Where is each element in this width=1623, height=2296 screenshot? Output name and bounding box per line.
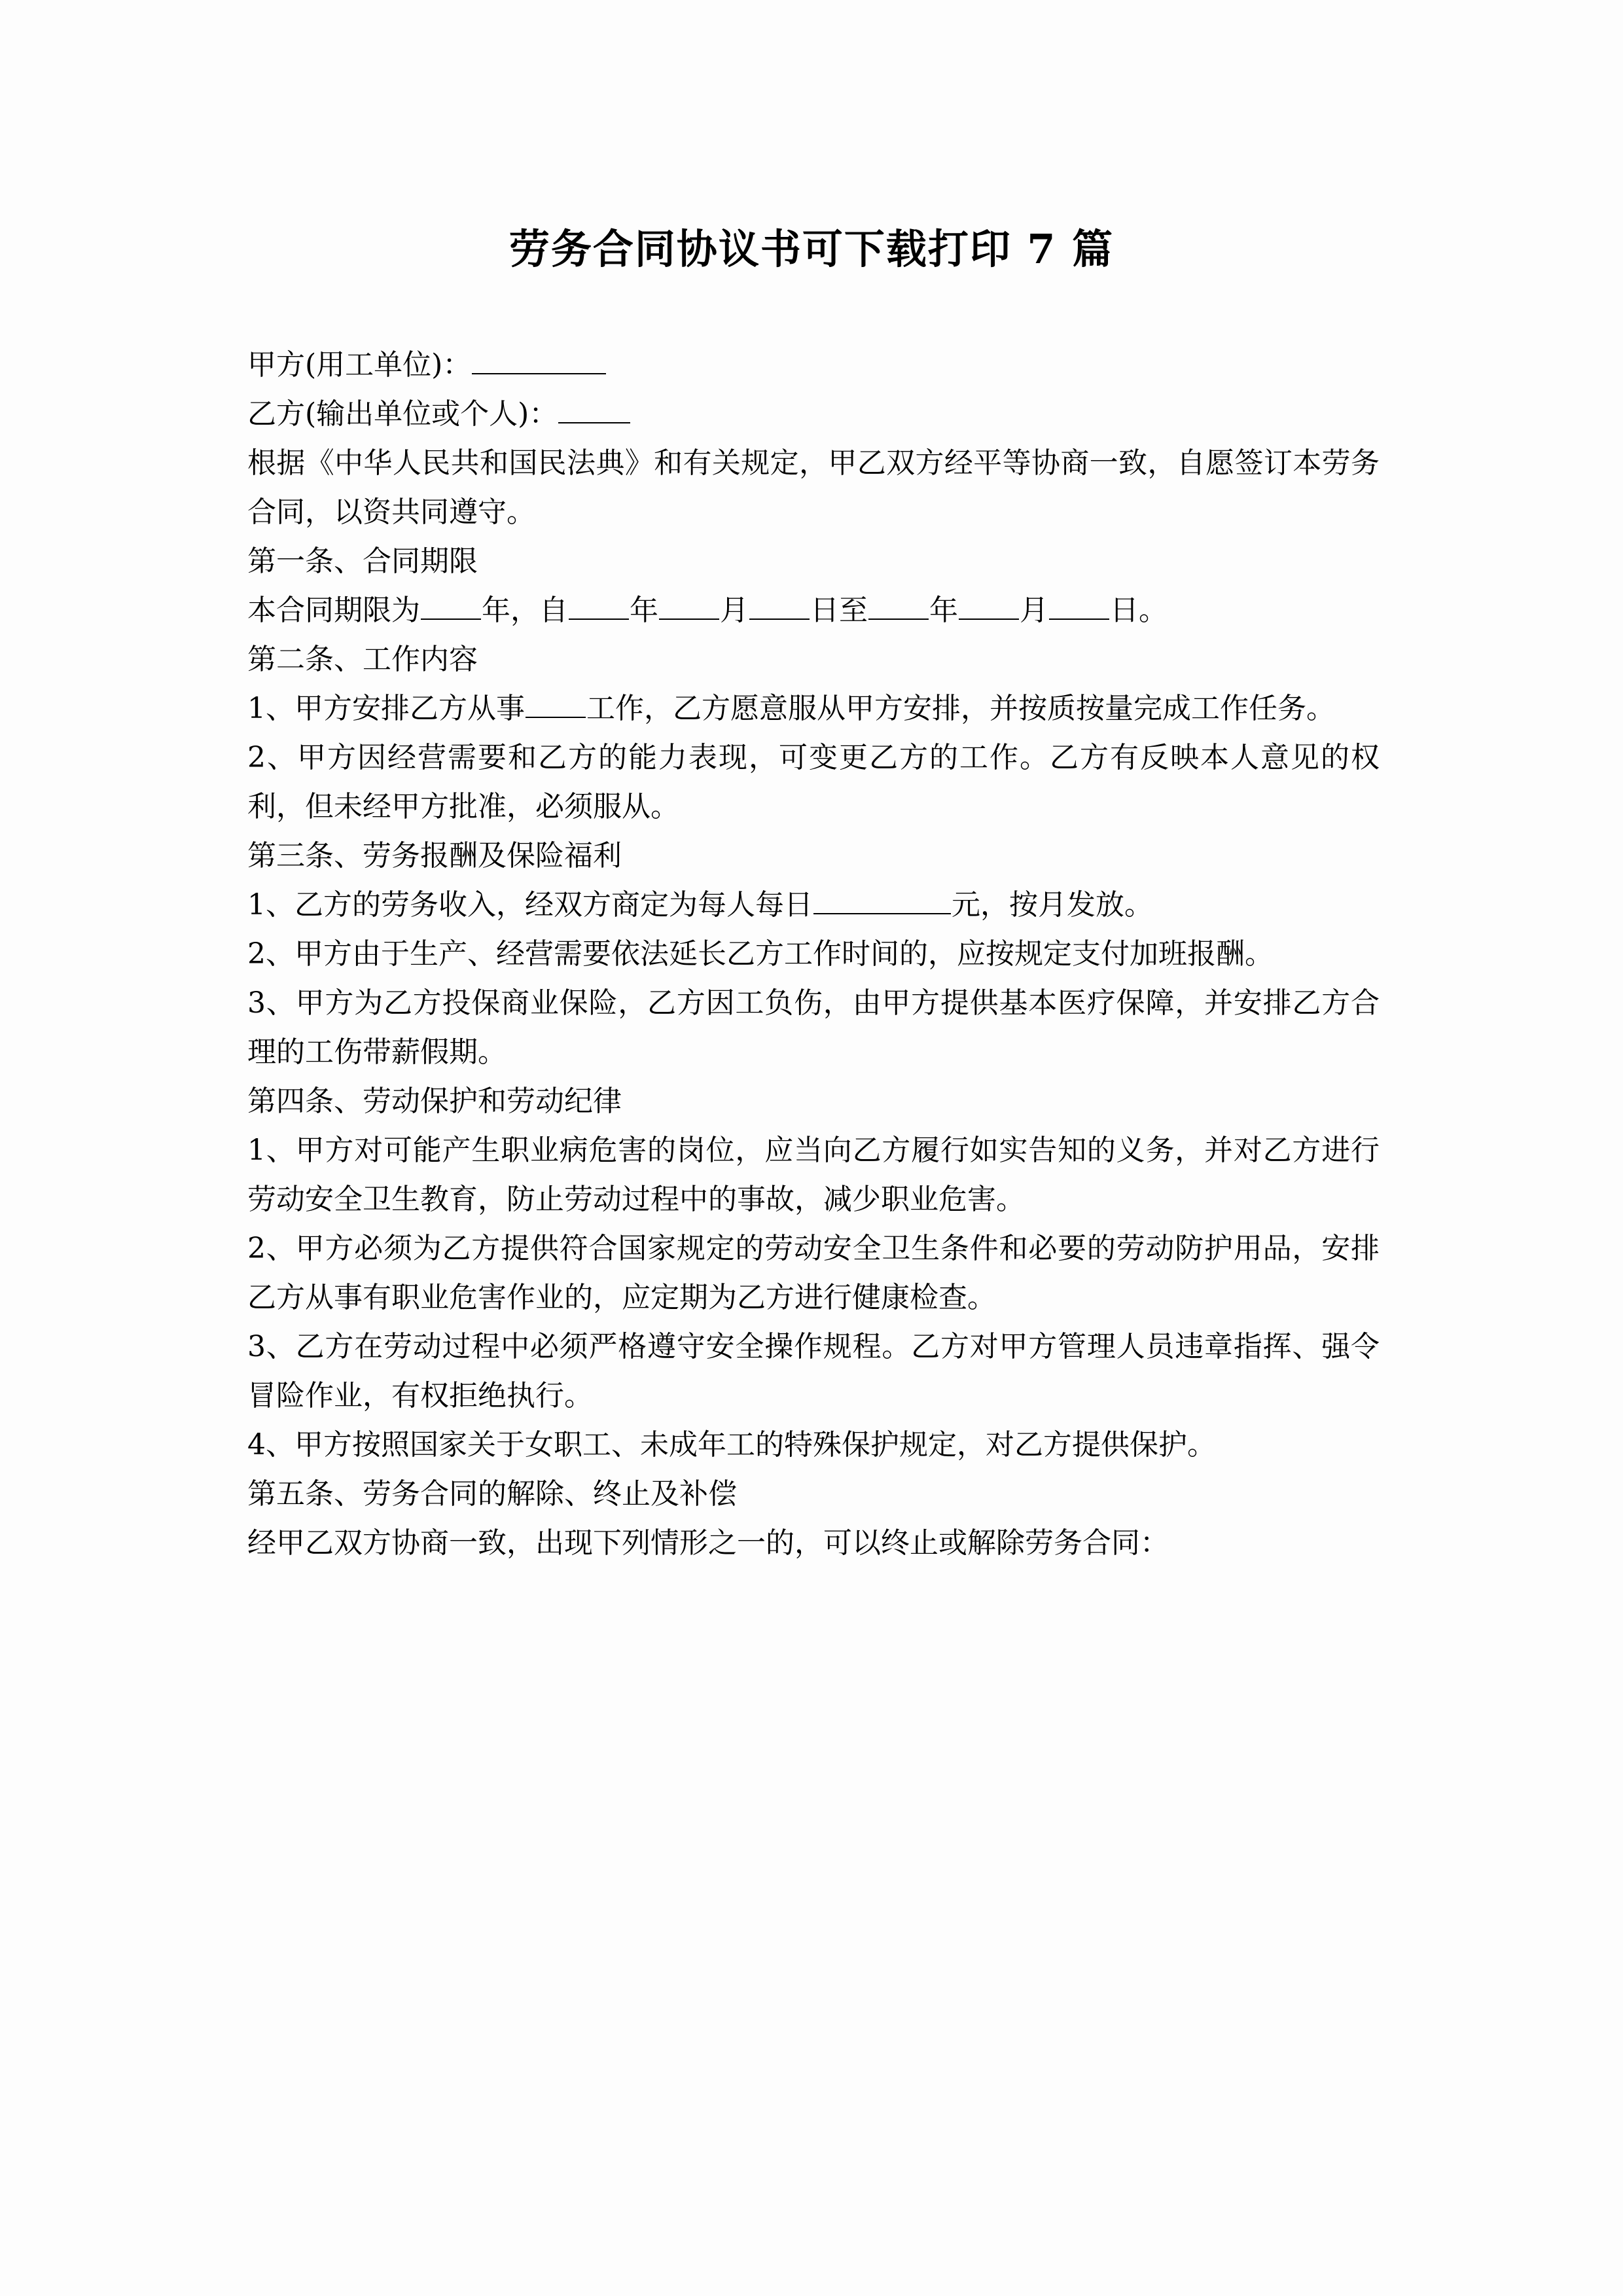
heading-article-5: 第五条、劳务合同的解除、终止及补偿 <box>247 1477 737 1511</box>
page-title: 劳务合同协议书可下载打印 7 篇 <box>508 224 1115 273</box>
paragraph-article-5-item-1: 经甲乙双方协商一致，出现下列情形之一的，可以终止或解除劳务合同： <box>247 1526 1169 1560</box>
job-type-blank[interactable] <box>526 691 586 718</box>
heading-article-1: 第一条、合同期限 <box>247 545 478 578</box>
document-body <box>247 340 1380 1568</box>
paragraph-article-3-item-1 <box>247 880 1380 929</box>
start-year-blank[interactable] <box>569 592 629 620</box>
paragraph-article-4-item-3: 3、乙方在劳动过程中必须严格遵守安全操作规程。乙方对甲方管理人员违章指挥、强令冒险作业，有权拒绝执行。 <box>247 1330 1380 1412</box>
pay-text-2: 元，按月发放。 <box>952 888 1153 922</box>
party-b-blank[interactable] <box>558 396 630 423</box>
heading-article-4: 第四条、劳动保护和劳动纪律 <box>247 1085 622 1118</box>
party-b-label: 乙方(输出单位或个人)： <box>247 397 558 431</box>
paragraph-article-3-item-2: 2、甲方由于生产、经营需要依法延长乙方工作时间的，应按规定支付加班报酬。 <box>247 937 1274 971</box>
term-text-6: 年 <box>929 594 958 627</box>
work-text-1: 1、甲方安排乙方从事 <box>247 692 525 725</box>
end-year-blank[interactable] <box>868 592 929 620</box>
paragraph-article-1-term <box>247 586 1380 635</box>
daily-wage-blank[interactable] <box>813 887 951 914</box>
start-month-blank[interactable] <box>659 592 719 620</box>
term-text-2: 年，自 <box>482 594 568 627</box>
start-day-blank[interactable] <box>749 592 810 620</box>
paragraph-article-3-item-3: 3、甲方为乙方投保商业保险，乙方因工负伤，由甲方提供基本医疗保障，并安排乙方合理的工伤带薪假期。 <box>247 986 1380 1069</box>
term-text-7: 月 <box>1020 594 1048 627</box>
term-years-blank[interactable] <box>421 592 481 620</box>
paragraph-article-4-item-2: 2、甲方必须为乙方提供符合国家规定的劳动安全卫生条件和必要的劳动防护用品，安排乙方从事有职业危害作业的，应定期为乙方进行健康检查。 <box>247 1232 1380 1314</box>
party-a-label: 甲方(用工单位)： <box>247 348 472 382</box>
pay-text-1: 1、乙方的劳务收入，经双方商定为每人每日 <box>247 888 813 922</box>
paragraph-party-a <box>247 340 1380 389</box>
term-text-1: 本合同期限为 <box>247 594 420 627</box>
end-month-blank[interactable] <box>959 592 1019 620</box>
term-text-8: 日。 <box>1110 594 1168 627</box>
work-text-2: 工作，乙方愿意服从甲方安排，并按质按量完成工作任务。 <box>586 692 1335 725</box>
party-a-blank[interactable] <box>472 347 606 374</box>
paragraph-article-4-item-4: 4、甲方按照国家关于女职工、未成年工的特殊保护规定，对乙方提供保护。 <box>247 1428 1216 1462</box>
term-text-5: 日至 <box>810 594 868 627</box>
paragraph-preamble: 根据《中华人民共和国民法典》和有关规定，甲乙双方经平等协商一致，自愿签订本劳务合同，以资共同遵守。 <box>247 446 1380 529</box>
paragraph-article-2-item-1 <box>247 684 1380 733</box>
paragraph-article-4-item-1: 1、甲方对可能产生职业病危害的岗位，应当向乙方履行如实告知的义务，并对乙方进行劳动安全卫生教育，防止劳动过程中的事故，减少职业危害。 <box>247 1134 1380 1216</box>
heading-article-2: 第二条、工作内容 <box>247 643 478 676</box>
paragraph-article-2-item-2: 2、甲方因经营需要和乙方的能力表现，可变更乙方的工作。乙方有反映本人意见的权利，但未经甲方批准，必须服从。 <box>247 741 1380 823</box>
end-day-blank[interactable] <box>1049 592 1109 620</box>
paragraph-party-b <box>247 389 1380 439</box>
term-text-4: 月 <box>720 594 749 627</box>
heading-article-3: 第三条、劳务报酬及保险福利 <box>247 839 622 872</box>
term-text-3: 年 <box>630 594 658 627</box>
